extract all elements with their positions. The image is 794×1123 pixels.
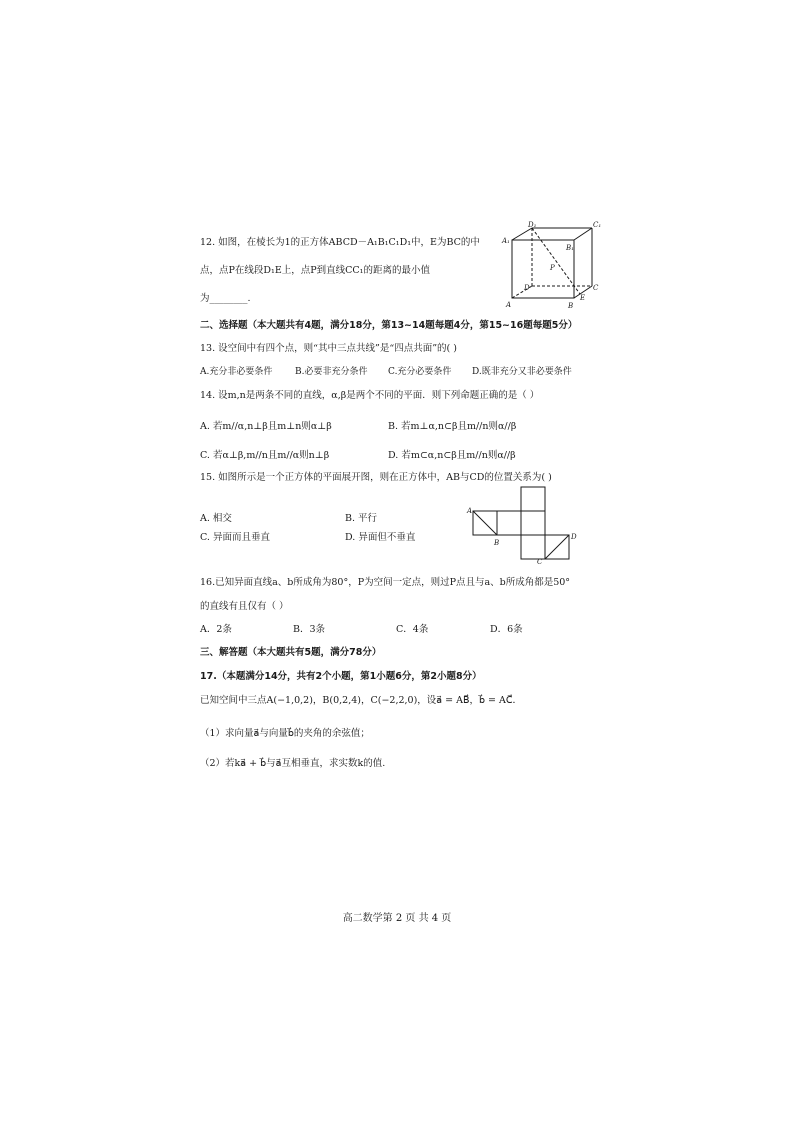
q12-label-c1: C₁ bbox=[593, 221, 602, 229]
q12-label-a1: A₁ bbox=[502, 237, 510, 245]
q15-label-c: C bbox=[537, 558, 543, 566]
q16-option-d: D．6条 bbox=[490, 624, 523, 635]
page-footer: 高二数学第 2 页 共 4 页 bbox=[342, 913, 452, 924]
q15-net-figure bbox=[465, 487, 580, 565]
q14-option-d: D. 若m⊂α,n⊂β且m//n则α//β bbox=[388, 450, 516, 461]
q12-label-a: A bbox=[506, 301, 512, 309]
q12-label-p: P bbox=[550, 264, 555, 272]
q17-header: 17.（本题满分14分，共有2个小题，第1小题6分，第2小题8分） bbox=[200, 671, 482, 682]
q12-label-b: B bbox=[568, 302, 574, 310]
q15-option-b: B. 平行 bbox=[345, 513, 378, 524]
q15-option-d: D. 异面但不垂直 bbox=[345, 532, 416, 543]
q12-label-e: E bbox=[580, 294, 586, 302]
q12-label-d1: D₁ bbox=[528, 221, 537, 229]
q17-part1: （1）求向量a⃗与向量b⃗的夹角的余弦值； bbox=[200, 728, 370, 739]
q12-label-d: D bbox=[524, 284, 530, 292]
q16-line2: 的直线有且仅有（ ） bbox=[200, 601, 289, 612]
section2-title: 二、选择题（本大题共有4题，满分18分，第13~14题每题4分，第15~16题每题5分） bbox=[200, 320, 578, 331]
q13-option-d: D.既非充分又非必要条件 bbox=[472, 367, 572, 377]
q12-cube-figure bbox=[500, 218, 600, 310]
q15-label-d: D bbox=[571, 533, 577, 541]
q13-option-c: C.充分必要条件 bbox=[388, 367, 452, 377]
q13-option-b: B.必要非充分条件 bbox=[295, 367, 368, 377]
q12-label-b1: B₁ bbox=[566, 244, 574, 252]
q17-part2: （2）若ka⃗ + b⃗与a⃗互相垂直，求实数k的值. bbox=[200, 758, 386, 769]
q15-option-c: C. 异面而且垂直 bbox=[200, 532, 270, 543]
q13-stem: 13. 设空间中有四个点，则“其中三点共线”是“四点共面”的( ) bbox=[200, 343, 457, 354]
q12-line1: 12. 如图，在棱长为1的正方体ABCD－A₁B₁C₁D₁中，E为BC的中 bbox=[200, 237, 480, 248]
q15-stem: 15. 如图所示是一个正方体的平面展开图，则在正方体中，AB与CD的位置关系为( ) bbox=[200, 472, 552, 483]
q16-option-a: A．2条 bbox=[200, 624, 232, 635]
q12-label-c: C bbox=[593, 284, 599, 292]
section3-title: 三、解答题（本大题共有5题，满分78分） bbox=[200, 647, 382, 658]
q13-option-a: A.充分非必要条件 bbox=[200, 367, 273, 377]
q12-line2: 点，点P在线段D₁E上，点P到直线CC₁的距离的最小值 bbox=[200, 265, 430, 276]
q16-line1: 16.已知异面直线a、b所成角为80°，P为空间一定点，则过P点且与a、b所成角都是50° bbox=[200, 577, 571, 588]
q14-option-c: C. 若α⊥β,m//n且m//α则n⊥β bbox=[200, 450, 330, 461]
q17-given: 已知空间中三点A(−1,0,2)，B(0,2,4)，C(−2,2,0)，设a⃗ = AB⃗，b⃗ = AC⃗． bbox=[200, 695, 523, 706]
q14-option-a: A. 若m//α,n⊥β且m⊥n则α⊥β bbox=[200, 421, 332, 432]
q15-label-b: B bbox=[494, 539, 500, 547]
q16-option-b: B．3条 bbox=[293, 624, 326, 635]
q15-option-a: A. 相交 bbox=[200, 513, 232, 524]
q15-label-a: A bbox=[467, 507, 473, 515]
q16-option-c: C．4条 bbox=[396, 624, 429, 635]
q12-line3: 为________. bbox=[200, 293, 251, 304]
q14-option-b: B. 若m⊥α,n⊂β且m//n则α//β bbox=[388, 421, 517, 432]
q14-stem: 14. 设m,n是两条不同的直线，α,β是两个不同的平面．则下列命题正确的是（ ） bbox=[200, 390, 540, 401]
